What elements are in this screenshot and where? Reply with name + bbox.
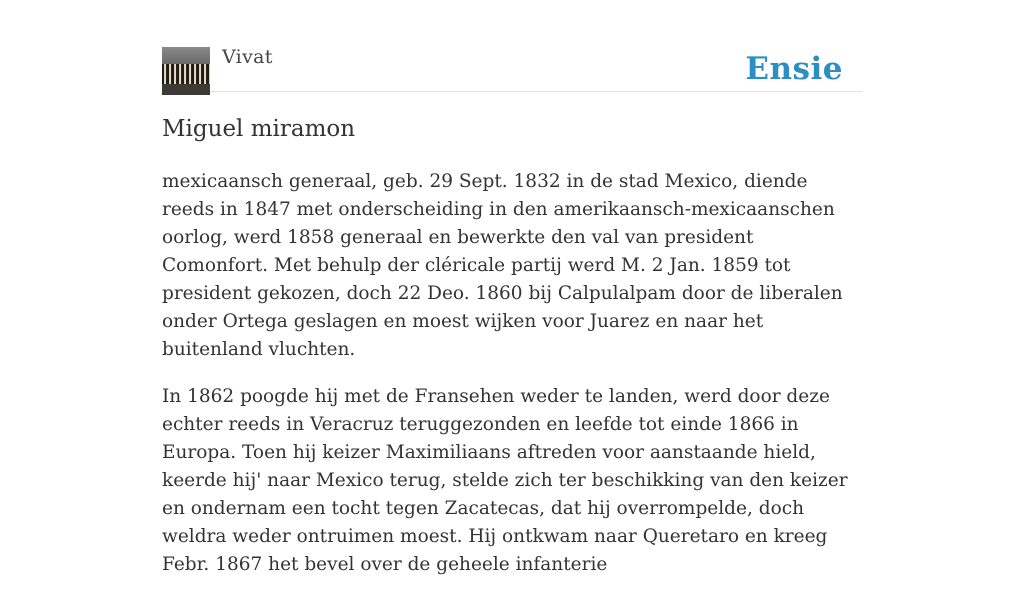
header: [162, 0, 862, 92]
author-avatar[interactable]: [162, 47, 210, 95]
bookshelf-image: [162, 64, 210, 84]
page-title: Miguel miramon: [162, 116, 356, 142]
article-paragraph: In 1862 poogde hij met de Fransehen weder te landen, werd door deze echter reeds in Veracruz teruggezonden en leefde tot einde 1866 in Europa. Toen hij keizer Maximiliaans aftreden voor aanstaande hield, keerde hij' naar Mexico terug, stelde zich ter beschikking van den keizer en ondernam een tocht tegen Zacatecas, dat hij overrompelde, doch weldra weder ontruimen moest. Hij ontkwam naar Queretaro en kreeg Febr. 1867 het bevel over de geheele infanterie: [162, 386, 848, 575]
page: [162, 0, 862, 575]
article-body: [162, 168, 862, 598]
brand-logo[interactable]: Ensie: [745, 51, 843, 87]
article-paragraph: mexicaansch generaal, geb. 29 Sept. 1832 in de stad Mexico, diende reeds in 1847 met onderscheiding in den amerikaansch-mexicaanschen oorlog, werd 1858 generaal en bewerkte den val van president Comonfort. Met behulp der cléricale partij werd M. 2 Jan. 1859 tot president gekozen, doch 22 Deo. 1860 bij Calpulalpam door de liberalen onder Ortega geslagen en moest wijken voor Juarez en naar het buitenland vluchten.: [162, 171, 843, 360]
author-name[interactable]: Vivat: [222, 46, 273, 68]
